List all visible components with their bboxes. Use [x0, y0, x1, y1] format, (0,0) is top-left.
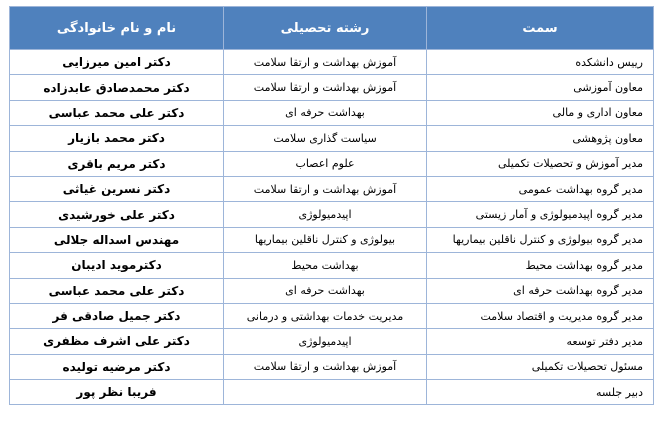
header-field: رشته تحصیلی	[224, 7, 427, 50]
cell-title: رییس دانشکده	[427, 50, 654, 75]
cell-field	[224, 380, 427, 405]
cell-title: دبیر جلسه	[427, 380, 654, 405]
cell-field: بهداشت حرفه ای	[224, 100, 427, 125]
cell-field: اپیدمیولوژی	[224, 202, 427, 227]
staff-table-container	[9, 6, 653, 405]
staff-table	[9, 6, 654, 405]
header-title: سمت	[427, 7, 654, 50]
table-body	[10, 50, 654, 405]
cell-field: بهداشت محیط	[224, 253, 427, 278]
table-row	[10, 100, 654, 125]
table-row	[10, 50, 654, 75]
cell-field: اپیدمیولوژی	[224, 329, 427, 354]
cell-title: معاون آموزشی	[427, 75, 654, 100]
cell-field: سیاست گذاری سلامت	[224, 126, 427, 151]
table-row	[10, 278, 654, 303]
table-row	[10, 202, 654, 227]
table-row	[10, 354, 654, 379]
table-row	[10, 227, 654, 252]
table-row	[10, 176, 654, 201]
cell-field: آموزش بهداشت و ارتقا سلامت	[224, 50, 427, 75]
cell-field: آموزش بهداشت و ارتقا سلامت	[224, 354, 427, 379]
cell-name: دکتر علی محمد عباسی	[10, 278, 224, 303]
cell-name: دکتر علی اشرف مظفری	[10, 329, 224, 354]
table-header	[10, 7, 654, 50]
cell-field: آموزش بهداشت و ارتقا سلامت	[224, 75, 427, 100]
cell-name: دکتر جمیل صادقی فر	[10, 303, 224, 328]
cell-name: دکتر امین میرزایی	[10, 50, 224, 75]
cell-name: دکتر محمدصادق عابدزاده	[10, 75, 224, 100]
header-name: نام و نام خانوادگی	[10, 7, 224, 50]
cell-field: آموزش بهداشت و ارتقا سلامت	[224, 176, 427, 201]
cell-name: دکتر محمد بازیار	[10, 126, 224, 151]
cell-title: معاون اداری و مالی	[427, 100, 654, 125]
cell-name: دکتر علی محمد عباسی	[10, 100, 224, 125]
cell-field: بهداشت حرفه ای	[224, 278, 427, 303]
cell-name: مهندس اسداله جلالی	[10, 227, 224, 252]
header-row	[10, 7, 654, 50]
cell-field: بیولوژی و کنترل ناقلین بیماریها	[224, 227, 427, 252]
cell-name: دکترموید ادیبان	[10, 253, 224, 278]
table-row	[10, 303, 654, 328]
cell-field: علوم اعصاب	[224, 151, 427, 176]
cell-title: مدیر دفتر توسعه	[427, 329, 654, 354]
table-row	[10, 253, 654, 278]
cell-title: مدیر آموزش و تحصیلات تکمیلی	[427, 151, 654, 176]
cell-title: مدیر گروه بهداشت محیط	[427, 253, 654, 278]
table-row	[10, 329, 654, 354]
table-row	[10, 126, 654, 151]
cell-title: مدیر گروه بیولوژی و کنترل ناقلین بیماریها	[427, 227, 654, 252]
cell-title: مدیر گروه بهداشت حرفه ای	[427, 278, 654, 303]
cell-field: مدیریت خدمات بهداشتی و درمانی	[224, 303, 427, 328]
cell-title: مسئول تحصیلات تکمیلی	[427, 354, 654, 379]
table-row	[10, 75, 654, 100]
cell-name: دکتر علی خورشیدی	[10, 202, 224, 227]
cell-title: معاون پژوهشی	[427, 126, 654, 151]
table-row	[10, 380, 654, 405]
cell-title: مدیر گروه اپیدمیولوژی و آمار زیستی	[427, 202, 654, 227]
cell-name: فریبا نظر پور	[10, 380, 224, 405]
cell-title: مدیر گروه مدیریت و اقتصاد سلامت	[427, 303, 654, 328]
cell-title: مدیر گروه بهداشت عمومی	[427, 176, 654, 201]
table-row	[10, 151, 654, 176]
cell-name: دکتر نسرین غیاثی	[10, 176, 224, 201]
cell-name: دکتر مرضیه تولیده	[10, 354, 224, 379]
cell-name: دکتر مریم باقری	[10, 151, 224, 176]
